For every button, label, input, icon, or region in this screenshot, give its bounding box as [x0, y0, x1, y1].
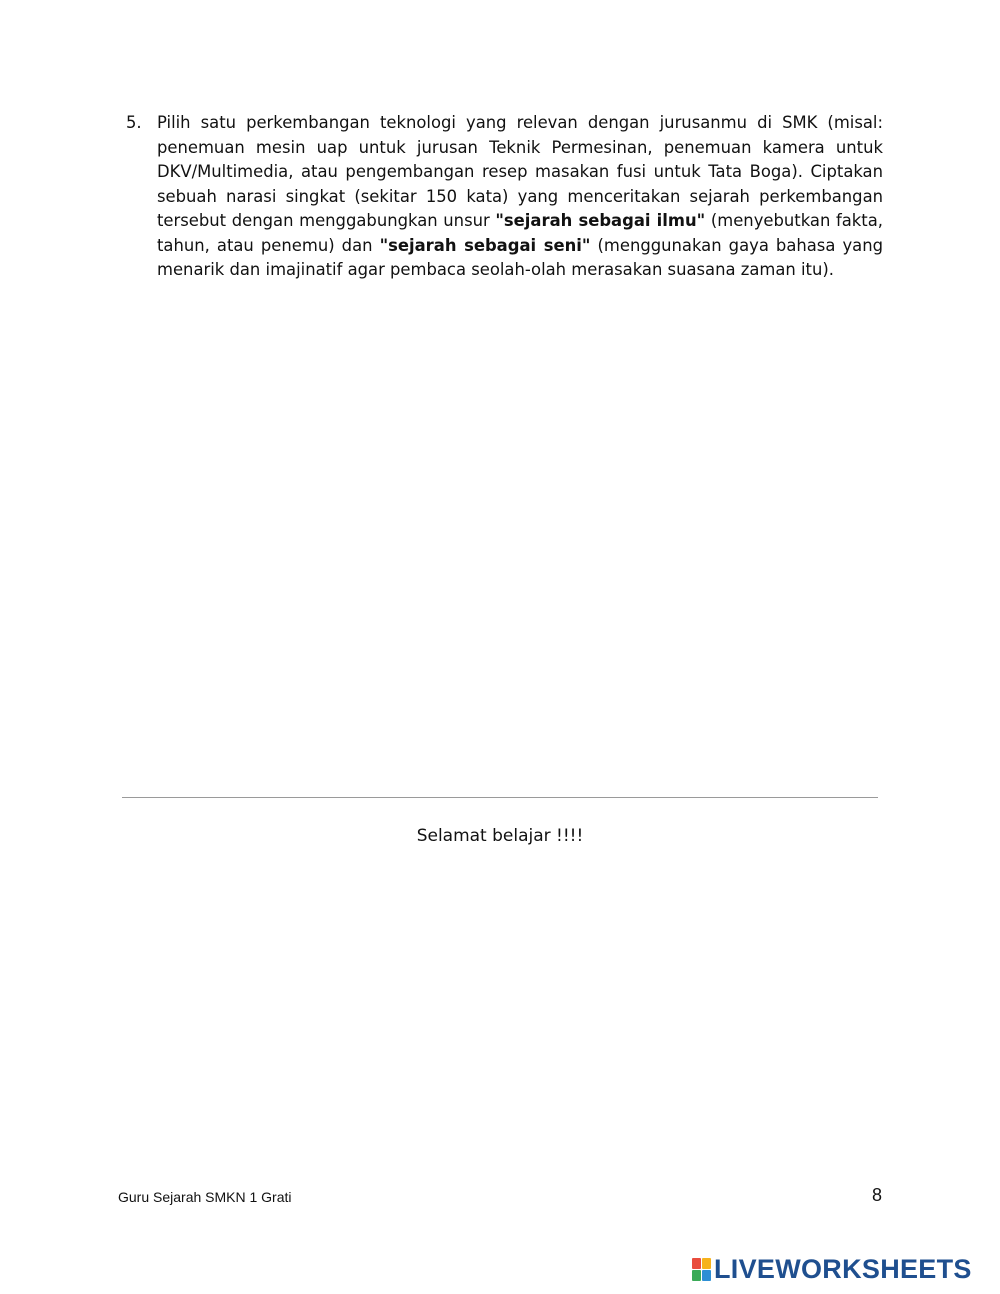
question-outro: (menggunakan gaya bahasa yang menarik dan imajinatif agar pembaca seolah-olah merasakan suasana zaman itu). — [157, 235, 884, 279]
logo-square-i — [702, 1258, 711, 1269]
question-intro: Pilih satu perkembangan teknologi yang relevan dengan jurusanmu di SMK (misal: penemuan mesin uap untuk jurusan Teknik Permesinan, penemuan kamera untuk DKV/Multimedia, atau pengembangan resep masakan fusi untuk Tata Boga). Ciptakan sebuah narasi singkat (sekitar 150 kata) yang menceritakan sejarah perkembangan tersebut dengan menggabungkan unsur — [157, 113, 883, 230]
closing-message: Selamat belajar !!!! — [416, 826, 584, 846]
logo-square-v — [692, 1270, 701, 1281]
question-5 — [126, 111, 883, 283]
bold-term-art: "sejarah sebagai seni" — [379, 235, 591, 255]
question-text — [157, 111, 883, 283]
liveworksheets-wordmark: LIVEWORKSHEETS — [714, 1254, 972, 1284]
page-number: 8 — [871, 1185, 882, 1205]
logo-square-l — [692, 1258, 701, 1269]
question-number: 5. — [126, 113, 142, 132]
liveworksheets-logo[interactable] — [692, 1252, 972, 1286]
bold-term-science: "sejarah sebagai ilmu" — [495, 211, 706, 230]
question-middle: (menyebutkan fakta, tahun, atau penemu) dan — [157, 211, 883, 255]
logo-square-e — [702, 1270, 711, 1281]
footer-author: Guru Sejarah SMKN 1 Grati — [118, 1189, 292, 1205]
liveworksheets-logo-icon — [692, 1258, 711, 1281]
divider-line — [122, 797, 878, 798]
